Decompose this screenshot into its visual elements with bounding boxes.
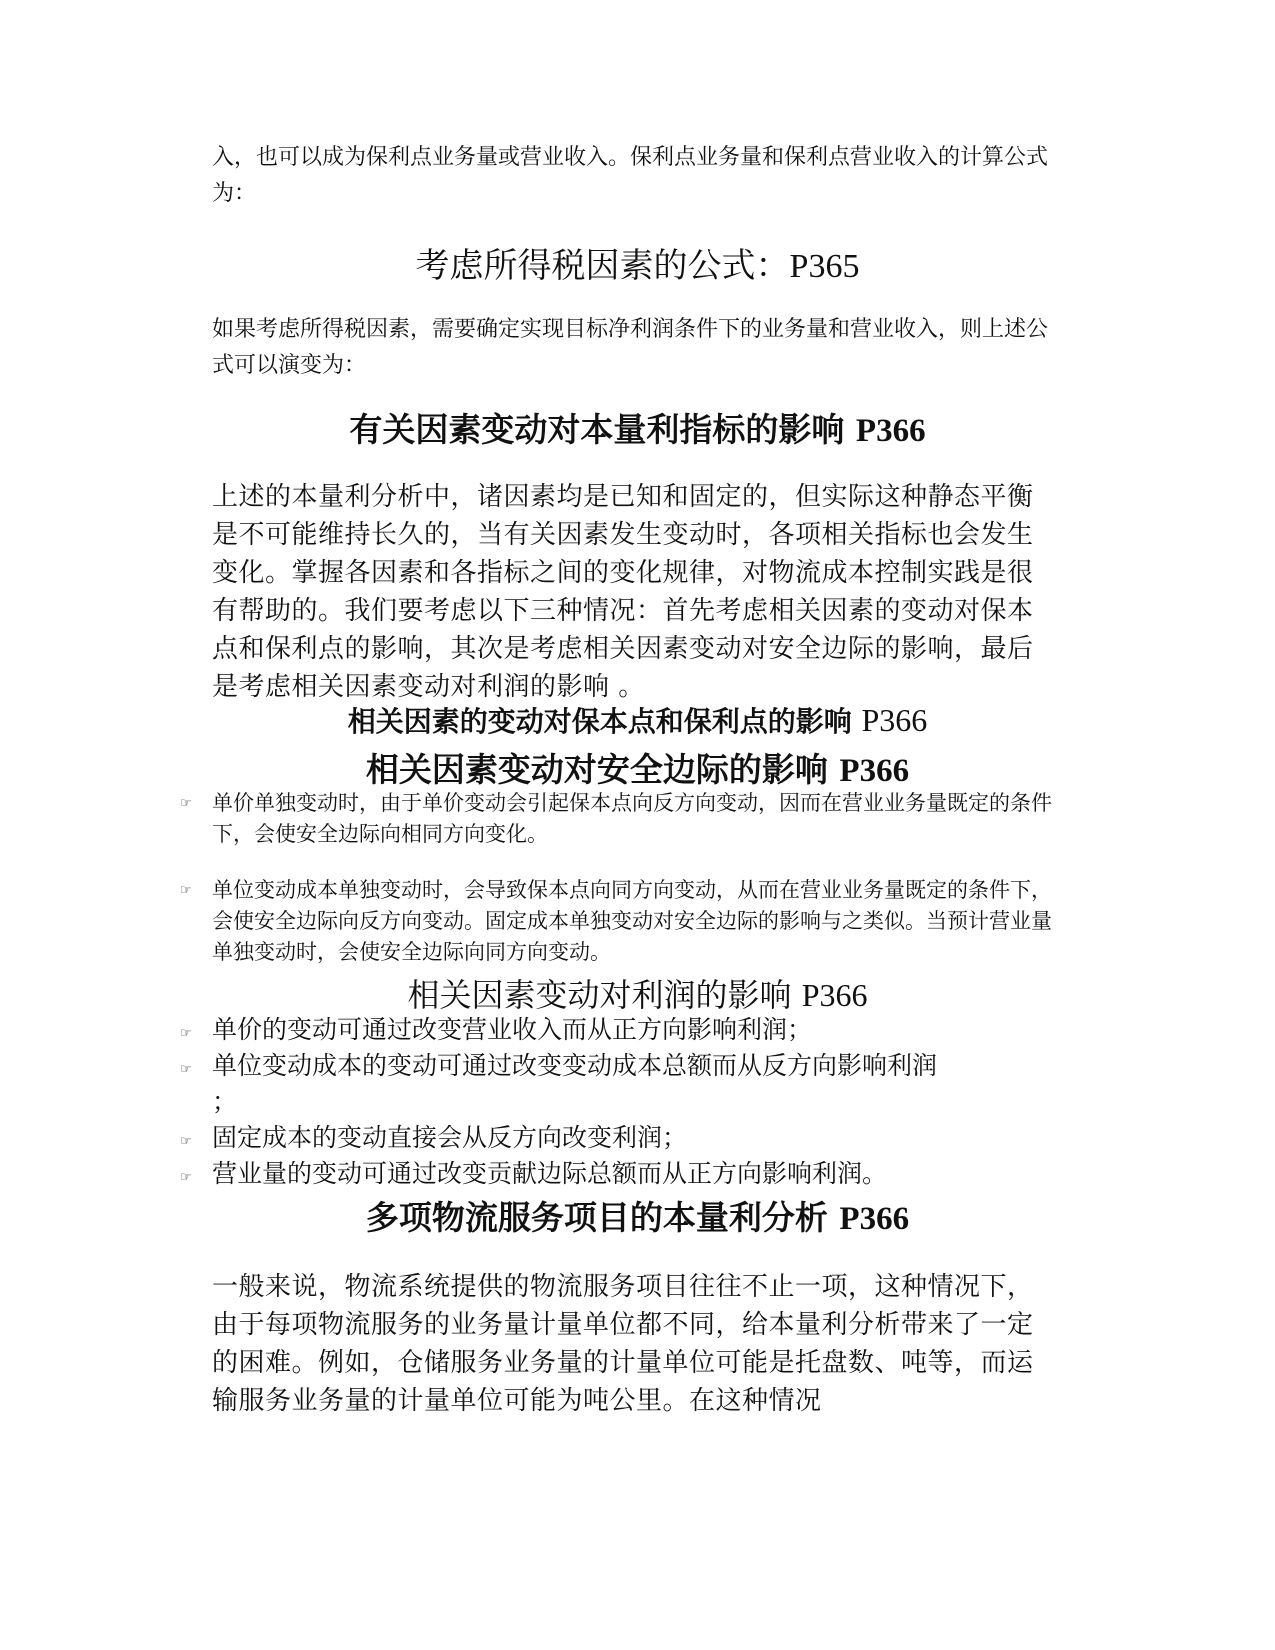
pointing-hand-icon: ☞ [180, 883, 192, 898]
pointing-hand-icon: ☞ [180, 1134, 192, 1149]
list-item-continuation [180, 1084, 1060, 1120]
heading-multi-page: P366 [839, 1201, 910, 1237]
list-item [180, 875, 1060, 968]
heading-factors-page: P366 [855, 413, 926, 449]
heading-tax-page: P365 [789, 248, 860, 285]
list-item [180, 788, 1060, 850]
list-item [180, 1156, 1060, 1192]
heading-factors-text: 有关因素变动对本量利指标的影响 [349, 410, 856, 449]
list-item [180, 1048, 1060, 1084]
heading-safety-text: 相关因素变动对安全边际的影响 [365, 750, 840, 789]
heading-tax-text: 考虑所得税因素的公式： [415, 246, 790, 286]
heading-multi-text: 多项物流服务项目的本量利分析 [365, 1198, 840, 1237]
list-item [180, 1012, 1060, 1048]
paragraph-multi-service: 一般来说，物流系统提供的物流服务项目往往不止一项，这种情况下，由于每项物流服务的业务量计量单位都不同，给本量利分析带来了一定的困难。例如，仓储服务业务量的计量单位可能是托盘数、吨等，而运输服务业务量的计量单位可能为吨公里。在这种情况 [212, 1272, 1034, 1416]
profit-bullet-text: 单价的变动可通过改变营业收入而从正方向影响利润； [212, 1015, 813, 1044]
paragraph-factors: 上述的本量利分析中，诸因素均是已知和固定的，但实际这种静态平衡是不可能维持长久的，当有关因素发生变动时，各项相关指标也会发生变化。掌握各因素和各指标之间的变化规律，对物流成本控制实践是很有帮助的。我们要考虑以下三种情况：首先考虑相关因素的变动对保本点和保利点的影响，其次是考虑相关因素变动对安全边际的影响，最后是考虑相关因素变动对利润的影响 。 [212, 482, 1034, 702]
profit-bullet-list [180, 1012, 1060, 1192]
heading-factors [0, 404, 1275, 451]
safety-bullet-text: 单价单独变动时，由于单价变动会引起保本点向反方向变动，因而在营业业务量既定的条件下，会使安全边际向相同方向变化。 [212, 791, 1052, 846]
list-item [180, 1120, 1060, 1156]
pointing-hand-icon: ☞ [180, 1062, 192, 1077]
profit-bullet-continuation: ； [212, 1087, 238, 1116]
paragraph-intro: 入，也可以成为保利点业务量或营业收入。保利点业务量和保利点营业收入的计算公式为： [212, 145, 1049, 206]
profit-bullet-text: 固定成本的变动直接会从反方向改变利润； [212, 1123, 688, 1152]
heading-tax-formula [0, 238, 1275, 287]
heading-safety-page: P366 [839, 753, 910, 789]
pointing-hand-icon: ☞ [180, 1026, 192, 1041]
heading-multi-service [0, 1192, 1275, 1239]
heading-profit [0, 970, 1275, 1016]
heading-safety [0, 744, 1275, 791]
profit-bullet-text: 单位变动成本的变动可通过改变变动成本总额而从反方向影响利润 [212, 1051, 938, 1080]
safety-bullet-text: 单位变动成本单独变动时，会导致保本点向同方向变动，从而在营业业务量既定的条件下，会使安全边际向反方向变动。固定成本单独变动对安全边际的影响与之类似。当预计营业量单独变动时，会使安全边际向同方向变动。 [212, 878, 1052, 964]
paragraph-tax: 如果考虑所得税因素，需要确定实现目标净利润条件下的业务量和营业收入，则上述公式可以演变为： [212, 317, 1049, 378]
pointing-hand-icon: ☞ [180, 1170, 192, 1185]
heading-breakeven-page: P366 [861, 702, 928, 738]
heading-profit-text: 相关因素变动对利润的影响 [407, 976, 802, 1014]
heading-breakeven-text: 相关因素的变动对保本点和保利点的影响 [347, 705, 862, 738]
pointing-hand-icon: ☞ [180, 796, 192, 811]
heading-profit-page: P366 [801, 977, 868, 1013]
profit-bullet-text: 营业量的变动可通过改变贡献边际总额而从正方向影响利润。 [212, 1159, 888, 1188]
safety-bullet-list [180, 788, 1060, 968]
heading-breakeven [0, 700, 1275, 740]
